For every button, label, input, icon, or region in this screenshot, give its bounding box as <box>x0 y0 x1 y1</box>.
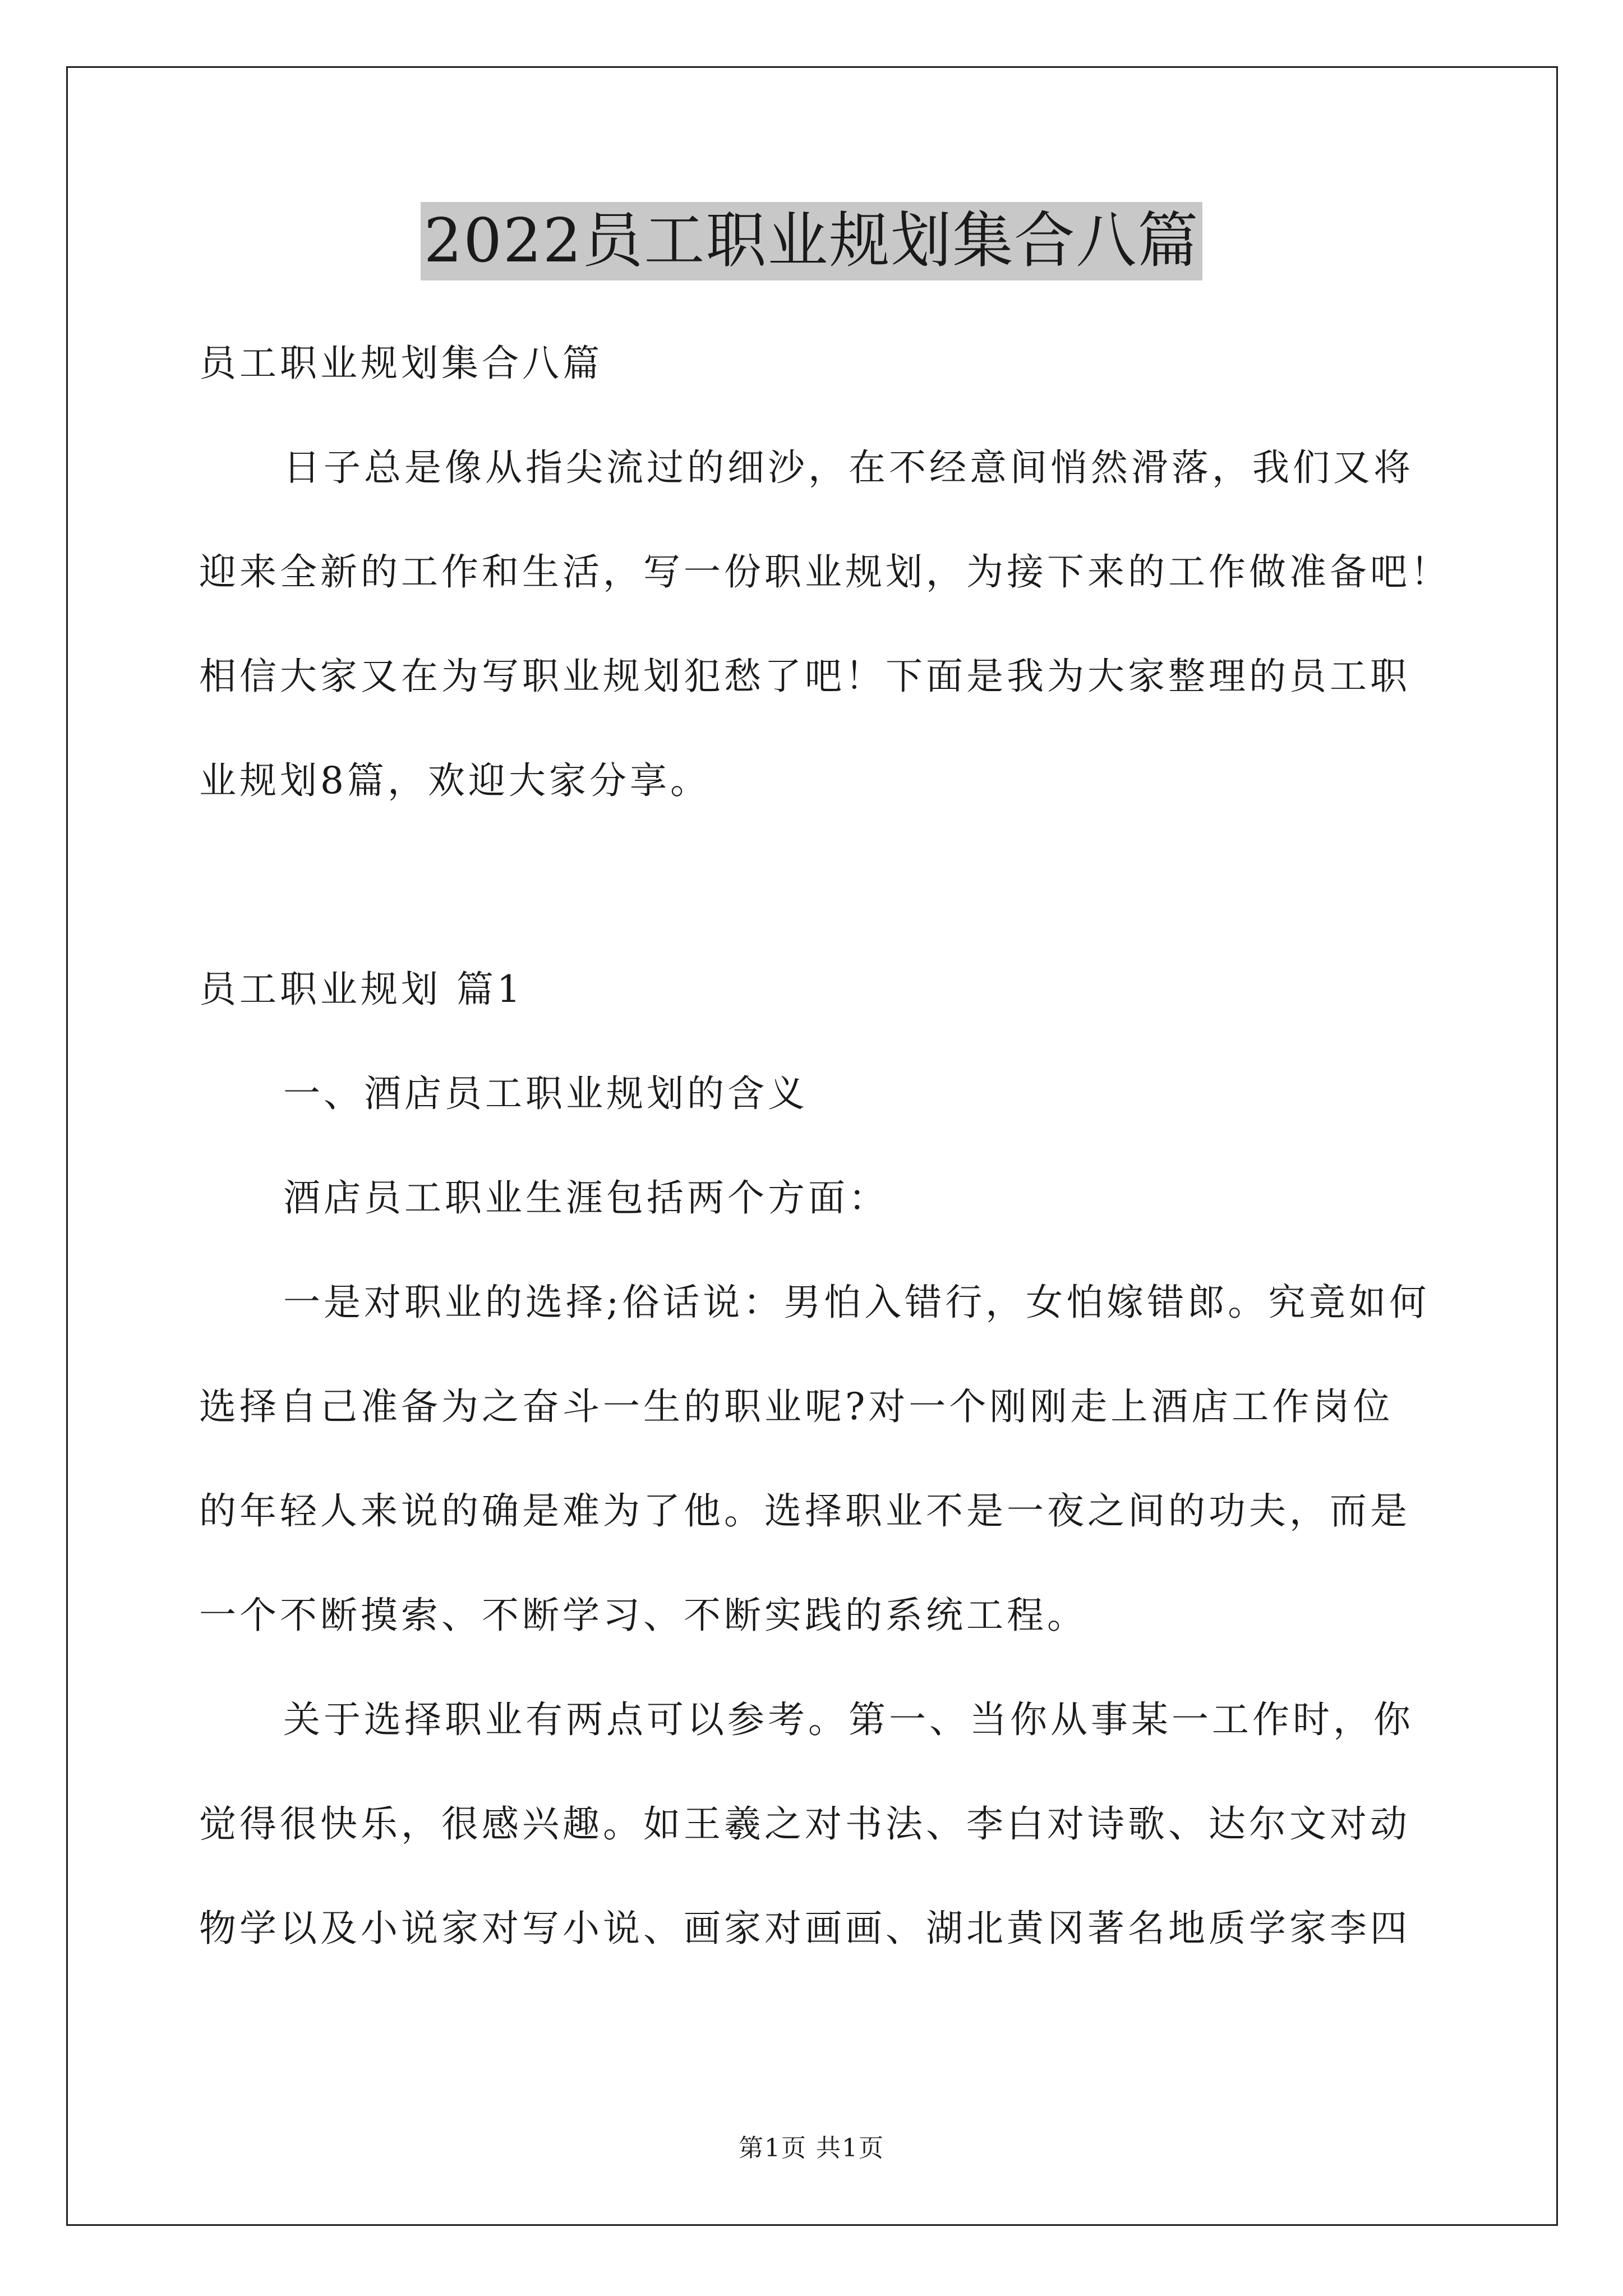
text-line: 物学以及小说家对写小说、画家对画画、湖北黄冈著名地质学家李四 <box>199 1907 1410 1950</box>
text-line: 觉得很快乐，很感兴趣。如王羲之对书法、李白对诗歌、达尔文对动 <box>199 1802 1410 1846</box>
text-line: 一个不断摸索、不断学习、不断实践的系统工程。 <box>199 1594 1087 1637</box>
text-line: 一、酒店员工职业规划的含义 <box>283 1072 808 1115</box>
text-line: 迎来全新的工作和生活，写一份职业规划，为接下来的工作做准备吧！ <box>199 550 1451 593</box>
text-line: 业规划8篇，欢迎大家分享。 <box>199 759 711 802</box>
text-line: 选择自己准备为之奋斗一生的职业呢?对一个刚刚走上酒店工作岗位 <box>199 1385 1394 1428</box>
text-line: 员工职业规划集合八篇 <box>199 342 603 385</box>
text-line: 关于选择职业有两点可以参考。第一、当你从事某一工作时，你 <box>283 1698 1414 1741</box>
title-area <box>0 202 1623 280</box>
text-line: 一是对职业的选择;俗话说：男怕入错行，女怕嫁错郎。究竟如何 <box>283 1281 1430 1324</box>
text-line: 的年轻人来说的确是难为了他。选择职业不是一夜之间的功夫，而是 <box>199 1489 1410 1533</box>
text-line: 日子总是像从指尖流过的细沙，在不经意间悄然滑落，我们又将 <box>283 446 1414 489</box>
text-line: 相信大家又在为写职业规划犯愁了吧！下面是我为大家整理的员工职 <box>199 655 1410 698</box>
text-line: 员工职业规划 篇1 <box>199 968 524 1011</box>
blank-line <box>199 833 1433 937</box>
document-title: 2022员工职业规划集合八篇 <box>421 202 1203 280</box>
page-footer: 第1页 共1页 <box>739 2134 884 2162</box>
document-body <box>199 311 1451 1981</box>
text-line: 酒店员工职业生涯包括两个方面： <box>283 1176 889 1220</box>
